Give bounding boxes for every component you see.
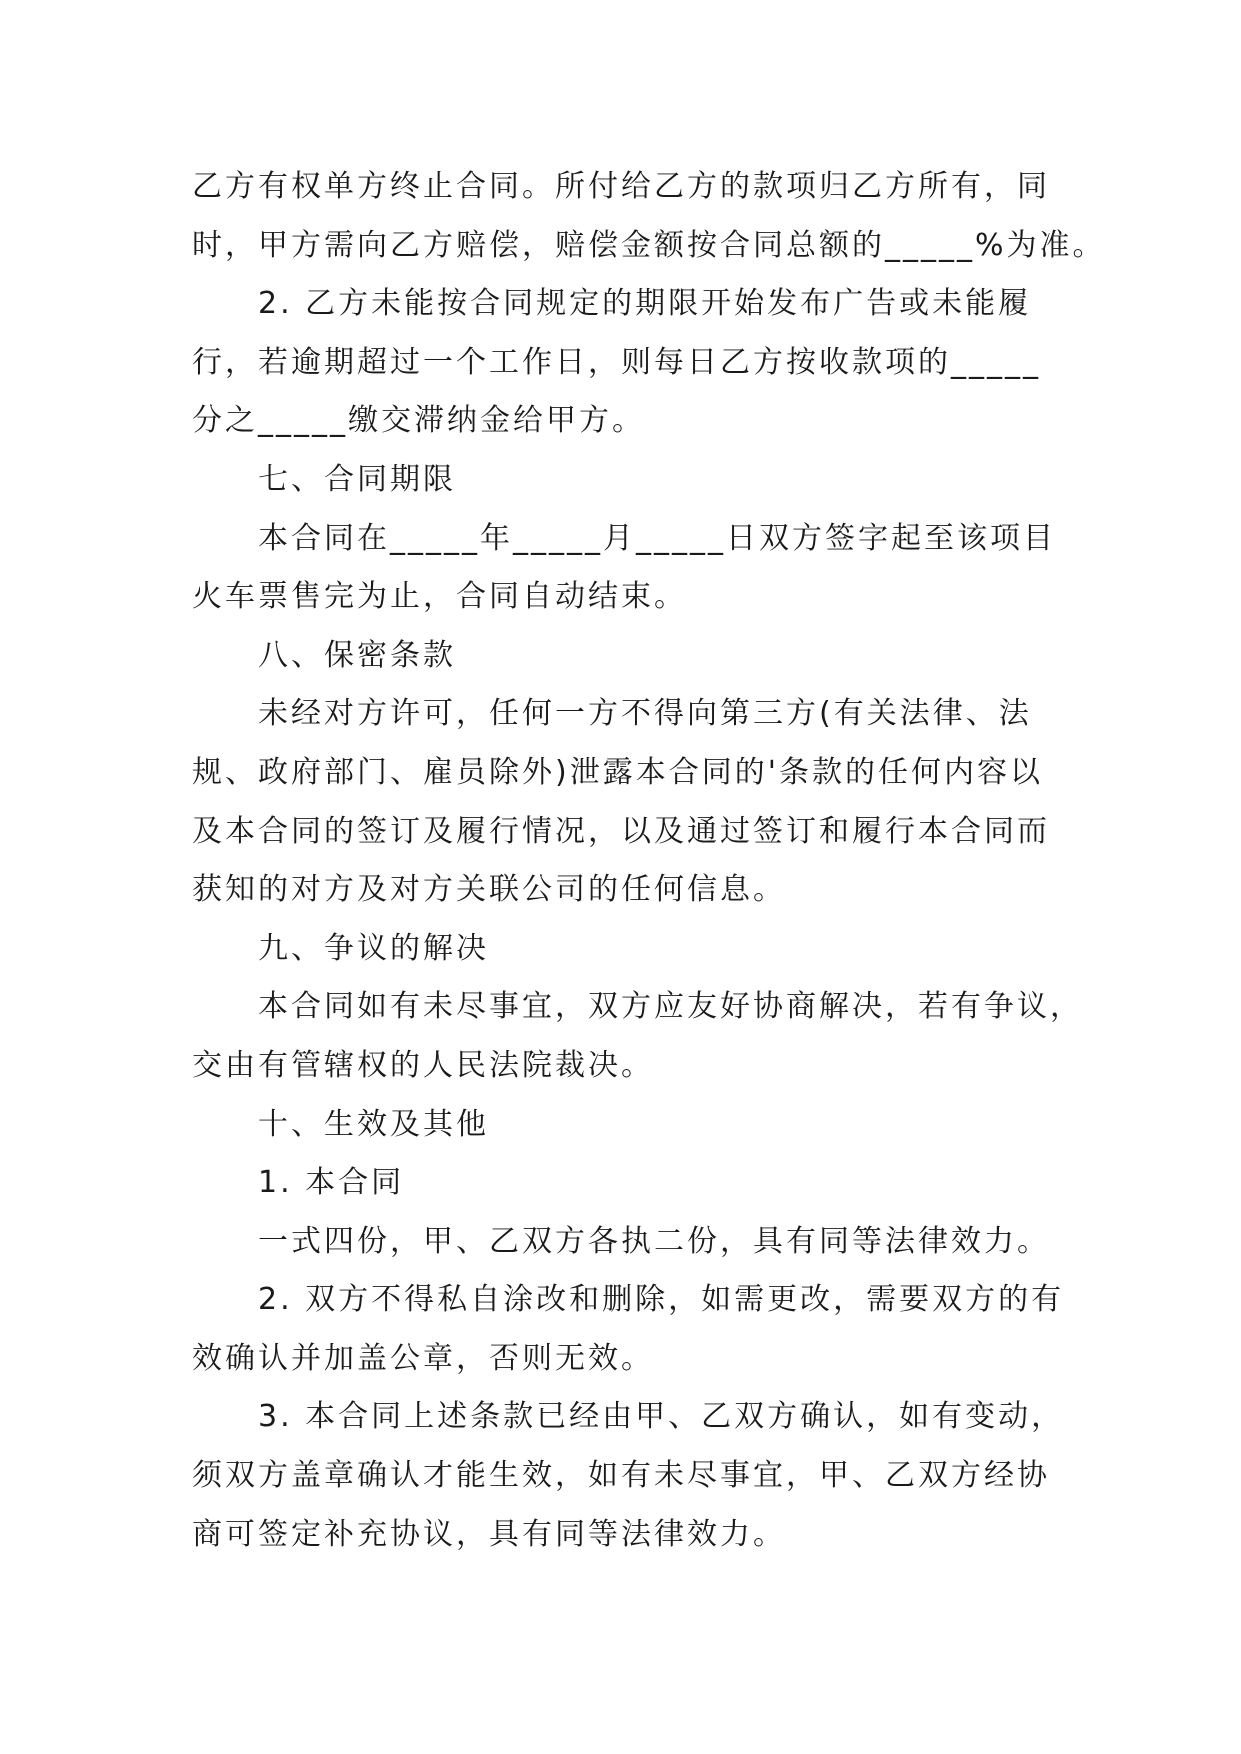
- text-line: 获知的对方及对方关联公司的任何信息。: [192, 872, 786, 908]
- text-line: 2. 双方不得私自涂改和删除，如需更改，需要双方的有: [258, 1282, 1065, 1318]
- text-line: 效确认并加盖公章，否则无效。: [192, 1340, 654, 1376]
- text-line: 行，若逾期超过一个工作日，则每日乙方按收款项的_____: [192, 344, 1041, 380]
- text-line: 时，甲方需向乙方赔偿，赔偿金额按合同总额的_____%为准。: [192, 227, 1106, 263]
- text-line: 交由有管辖权的人民法院裁决。: [192, 1047, 654, 1083]
- text-line: 2. 乙方未能按合同规定的期限开始发布广告或未能履: [258, 286, 1032, 322]
- section-heading: 七、合同期限: [258, 461, 456, 497]
- text-line: 规、政府部门、雇员除外)泄露本合同的'条款的任何内容以: [192, 754, 1043, 790]
- section-heading: 八、保密条款: [258, 637, 456, 673]
- text-line: 本合同如有未尽事宜，双方应友好协商解决，若有争议，: [258, 989, 1083, 1025]
- document-body: [192, 158, 1106, 1564]
- section-heading: 十、生效及其他: [258, 1106, 489, 1142]
- section-heading: 九、争议的解决: [258, 930, 489, 966]
- text-line: 商可签定补充协议，具有同等法律效力。: [192, 1516, 786, 1552]
- text-line: 须双方盖章确认才能生效，如有未尽事宜，甲、乙双方经协: [192, 1458, 1050, 1494]
- text-line: 乙方有权单方终止合同。所付给乙方的款项归乙方所有，同: [192, 169, 1050, 204]
- text-line: 分之_____缴交滞纳金给甲方。: [192, 403, 645, 439]
- text-line: 本合同在_____年_____月_____日双方签字起至该项目: [258, 520, 1056, 556]
- text-line: 1. 本合同: [258, 1165, 405, 1201]
- text-line: 及本合同的签订及履行情况，以及通过签订和履行本合同而: [192, 813, 1050, 849]
- text-line: 火车票售完为止，合同自动结束。: [192, 579, 687, 615]
- text-line: 未经对方许可，任何一方不得向第三方(有关法律、法: [258, 696, 1032, 732]
- text-line: 3. 本合同上述条款已经由甲、乙双方确认，如有变动，: [258, 1399, 1065, 1435]
- text-line: 一式四份，甲、乙双方各执二份，具有同等法律效力。: [258, 1223, 1050, 1259]
